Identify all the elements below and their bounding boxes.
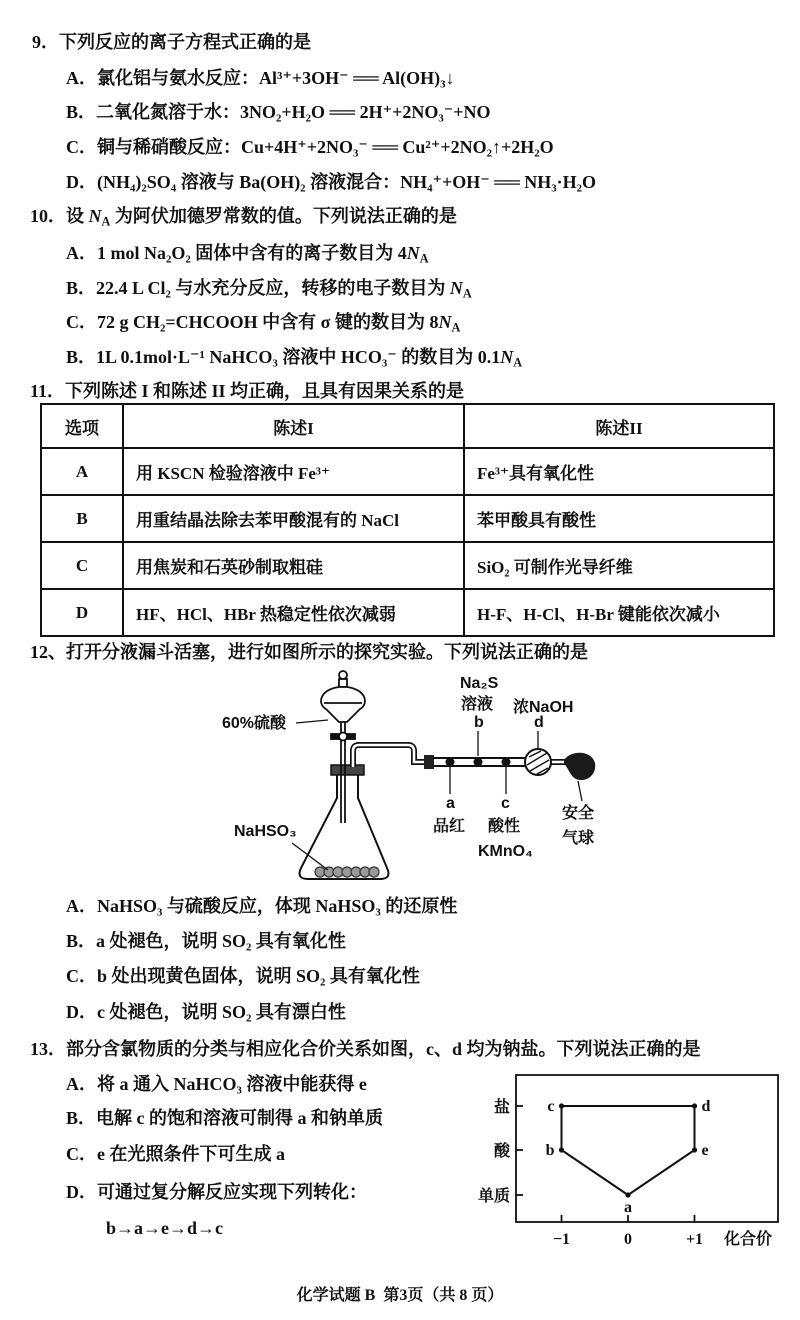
graph-point xyxy=(559,1147,564,1152)
leader-balloon xyxy=(578,781,582,801)
graph-point xyxy=(692,1147,697,1152)
text-segment: C．72 g CH₂=CHCOOH 中含有 σ 键的数目为 8 xyxy=(66,312,439,332)
graph-point xyxy=(559,1103,564,1108)
tube-connector xyxy=(424,755,434,769)
graph-point xyxy=(692,1103,697,1108)
graph-point xyxy=(625,1192,630,1197)
x-axis-label: 化合价 xyxy=(723,1231,773,1248)
row-option: C xyxy=(41,542,123,589)
text-segment: A xyxy=(462,286,472,301)
funnel-stopper xyxy=(339,671,347,679)
q13-stem: 13．部分含氯物质的分类与相应化合价关系如图，c、d 均为钠盐。下列说法正确的是 xyxy=(30,1039,701,1059)
q9-stem: 9．下列反应的离子方程式正确的是 xyxy=(32,32,311,52)
graph-point-label: c xyxy=(547,1098,555,1115)
graph-edge xyxy=(628,1150,695,1195)
q11-table xyxy=(40,403,775,637)
graph-edge xyxy=(562,1150,629,1195)
leader-acid xyxy=(296,720,328,723)
q13-option-d: D．可通过复分解反应实现下列转化： xyxy=(66,1182,367,1202)
graph-marks xyxy=(546,1098,711,1216)
q13-option-c: C．e 在光照条件下可生成 a xyxy=(66,1144,285,1164)
q13-valence-graph xyxy=(470,1070,795,1250)
q12-option-b: B．a 处褪色，说明 SO₂ 具有氧化性 xyxy=(66,931,346,951)
x-tick-label: +1 xyxy=(685,1231,704,1248)
flask-body xyxy=(300,773,389,879)
q10-option-c xyxy=(66,311,460,339)
table-row xyxy=(41,448,774,495)
q12-option-d: D．c 处褪色，说明 SO₂ 具有漂白性 xyxy=(66,1002,346,1022)
c-reagent-line1: 酸性 xyxy=(488,818,521,835)
graph-point-label: d xyxy=(701,1098,711,1115)
acid-label: 60%硫酸 xyxy=(222,715,287,732)
q12-option-a: A．NaHSO₃ 与硫酸反应，体现 NaHSO₃ 的还原性 xyxy=(66,896,458,916)
q10-option-b xyxy=(66,277,472,305)
row-statement-1: HF、HCl、HBr 热稳定性依次减弱 xyxy=(123,589,464,636)
text-segment: 为阿伏加德罗常数的值。下列说法正确的是 xyxy=(110,206,457,226)
text-segment: A xyxy=(513,355,523,370)
stopcock-key xyxy=(339,733,347,741)
point-b-label: b xyxy=(474,714,484,731)
q13-option-b: B．电解 c 的饱和溶液可制得 a 和钠单质 xyxy=(66,1108,383,1128)
row-statement-2: Fe³⁺具有氧化性 xyxy=(464,448,774,495)
text-segment: N xyxy=(438,312,452,332)
graph-ticks xyxy=(516,1106,695,1222)
b-reagent-line1: Na₂S xyxy=(460,675,499,692)
point-c-label: c xyxy=(501,795,510,812)
row-option: A xyxy=(41,448,123,495)
q12-stem: 12、打开分液漏斗活塞，进行如图所示的探究实验。下列说法正确的是 xyxy=(30,642,588,662)
text-segment: N xyxy=(88,206,102,226)
q12-apparatus-diagram xyxy=(200,665,620,890)
q10-stem xyxy=(30,205,457,233)
header-option: 选项 xyxy=(41,404,123,448)
text-segment: N xyxy=(449,278,463,298)
table-row xyxy=(41,589,774,636)
graph-point-label: b xyxy=(545,1142,555,1159)
test-point-a xyxy=(446,758,455,767)
q9-option-d: D．(NH₄)₂SO₄ 溶液与 Ba(OH)₂ 溶液混合：NH₄⁺+OH⁻ ══ NH₃·H₂O xyxy=(66,172,597,192)
y-label-element: 单质 xyxy=(477,1188,510,1205)
funnel-neck xyxy=(339,679,347,687)
funnel-body xyxy=(321,687,365,722)
table-row xyxy=(41,495,774,542)
graph-frame xyxy=(516,1075,778,1222)
row-statement-2: H-F、H-Cl、H-Br 键能依次减小 xyxy=(464,589,774,636)
flask-stopper xyxy=(331,765,364,775)
text-segment: A xyxy=(101,214,111,229)
point-a-label: a xyxy=(446,795,455,812)
y-label-salt: 盐 xyxy=(493,1099,510,1116)
conical-flask xyxy=(300,765,389,879)
row-statement-1: 用焦炭和石英砂制取粗硅 xyxy=(123,542,464,589)
text-segment: N xyxy=(406,243,420,263)
q11-stem: 11．下列陈述 I 和陈述 II 均正确，且具有因果关系的是 xyxy=(30,381,465,401)
q9-option-a: A．氯化铝与氨水反应：Al³⁺+3OH⁻ ══ Al(OH)₃↓ xyxy=(66,68,455,88)
q10-option-d xyxy=(66,346,522,374)
table-row xyxy=(41,542,774,589)
row-statement-2: 苯甲酸具有酸性 xyxy=(464,495,774,542)
text-segment: B．1L 0.1mol·L⁻¹ NaHCO₃ 溶液中 HCO₃⁻ 的数目为 0.1 xyxy=(66,347,501,367)
solid-particle xyxy=(369,867,379,877)
q13-conversion-chain: b→a→e→d→c xyxy=(106,1218,223,1238)
header-statement-1: 陈述I xyxy=(123,404,464,448)
graph-point-label: e xyxy=(701,1142,709,1159)
balloon-label-line2: 气球 xyxy=(562,830,595,847)
stopcock xyxy=(331,733,355,741)
row-option: D xyxy=(41,589,123,636)
q9-option-b: B．二氧化氮溶于水：3NO₂+H₂O ══ 2H⁺+2NO₃⁻+NO xyxy=(66,102,491,122)
x-tick-label: 0 xyxy=(624,1231,632,1248)
delivery-tube xyxy=(353,745,426,767)
row-statement-1: 用重结晶法除去苯甲酸混有的 NaCl xyxy=(123,495,464,542)
graph-point-label: a xyxy=(624,1199,632,1216)
balloon-label-line1: 安全 xyxy=(562,805,595,822)
c-reagent-line2: KMnO₄ xyxy=(478,843,533,860)
q13-option-a: A．将 a 通入 NaHCO₃ 溶液中能获得 e xyxy=(66,1074,367,1094)
text-segment: B．22.4 L Cl₂ 与水充分反应，转移的电子数目为 xyxy=(66,278,450,298)
q12-option-c: C．b 处出现黄色固体，说明 SO₂ 具有氧化性 xyxy=(66,966,420,986)
text-segment: A xyxy=(419,251,429,266)
row-statement-2: SiO₂ 可制作光导纤维 xyxy=(464,542,774,589)
row-statement-1: 用 KSCN 检验溶液中 Fe³⁺ xyxy=(123,448,464,495)
x-tick-label: −1 xyxy=(552,1231,571,1248)
b-reagent-line2: 溶液 xyxy=(461,696,494,713)
safety-balloon xyxy=(564,753,595,780)
text-segment: N xyxy=(500,347,514,367)
flask-label: NaHSO₃ xyxy=(234,823,297,840)
page-footer: 化学试题 B 第3页（共 8 页） xyxy=(296,1287,504,1304)
a-reagent: 品红 xyxy=(433,818,466,835)
q10-option-a xyxy=(66,242,429,270)
point-d-label: d xyxy=(534,714,544,731)
text-segment: A．1 mol Na₂O₂ 固体中含有的离子数目为 4 xyxy=(66,243,407,263)
test-point-b xyxy=(474,758,483,767)
header-statement-2: 陈述II xyxy=(464,404,774,448)
row-option: B xyxy=(41,495,123,542)
absorption-bulb-d xyxy=(525,749,551,775)
table-header-row xyxy=(41,404,774,448)
test-point-c xyxy=(502,758,511,767)
y-label-acid: 酸 xyxy=(493,1143,510,1160)
d-reagent: 浓NaOH xyxy=(513,699,574,716)
text-segment: A xyxy=(451,320,461,335)
text-segment: 10．设 xyxy=(30,206,89,226)
q9-option-c: C．铜与稀硝酸反应：Cu+4H⁺+2NO₃⁻ ══ Cu²⁺+2NO₂↑+2H₂O xyxy=(66,137,554,157)
